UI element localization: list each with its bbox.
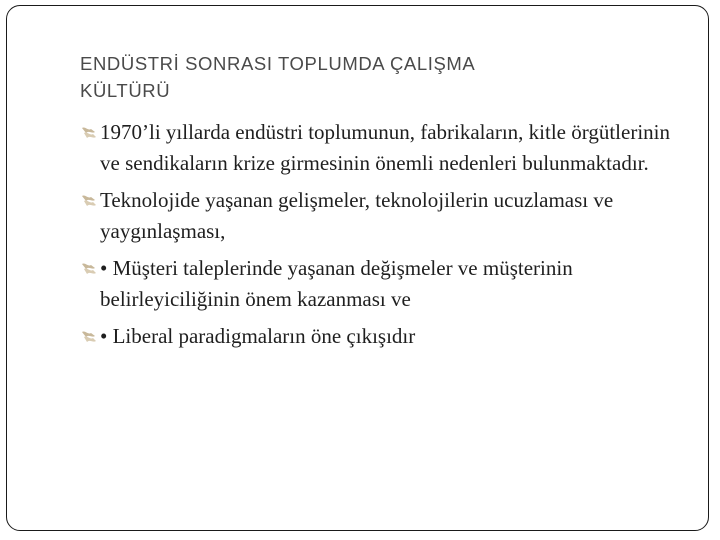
bullet-text: 1970’li yıllarda endüstri toplumunun, fabrikaların, kitle örgütlerinin ve sendikaların krize girmesinin önemli nedenleri bulunmaktadır.	[100, 120, 670, 175]
bullet-item	[80, 117, 680, 179]
ribbon-bullet-icon	[81, 330, 97, 344]
ribbon-bullet-icon	[81, 194, 97, 208]
slide-title-line-2: KÜLTÜRÜ	[80, 80, 171, 101]
bullet-item	[80, 321, 680, 352]
bullet-item	[80, 185, 680, 247]
bullet-item	[80, 253, 680, 315]
bullet-text: Teknolojide yaşanan gelişmeler, teknolojilerin ucuzlaması ve yaygınlaşması,	[100, 188, 614, 243]
slide-title	[80, 50, 640, 104]
bullet-list	[80, 117, 680, 358]
slide-title-line-1: ENDÜSTRİ SONRASI TOPLUMDA ÇALIŞMA	[80, 53, 476, 74]
ribbon-bullet-icon	[81, 262, 97, 276]
bullet-text: • Müşteri taleplerinde yaşanan değişmeler ve müşterinin belirleyiciliğinin önem kazanması ve	[100, 256, 573, 311]
ribbon-bullet-icon	[81, 126, 97, 140]
bullet-text: • Liberal paradigmaların öne çıkışıdır	[100, 324, 416, 348]
